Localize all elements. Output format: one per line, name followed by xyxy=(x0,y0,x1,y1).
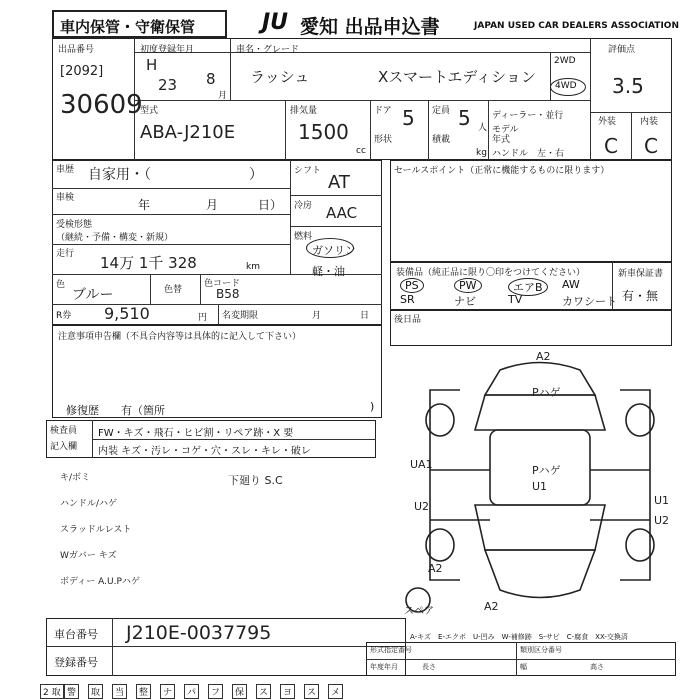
model-label: 車名・グレード xyxy=(236,45,300,55)
diagram-right-side xyxy=(620,390,650,580)
drive-4wd: 4WD xyxy=(555,81,577,91)
color-code-value: B58 xyxy=(216,287,240,301)
storage-label: 車内保管・守衛保管 xyxy=(60,18,196,36)
chassis-value: J210E-0037795 xyxy=(126,622,272,644)
after-sale-label: 後日品 xyxy=(394,315,422,325)
mark-a2-bottom: A2 xyxy=(484,600,499,613)
equipment-item: AW xyxy=(562,278,580,291)
load-label: 積載 xyxy=(432,135,451,145)
length-label: 長さ xyxy=(422,663,436,671)
type-label: 型式 xyxy=(140,106,159,116)
inspection-year: 年 xyxy=(138,198,151,212)
storage-label-box xyxy=(52,10,227,38)
ju-logo: JU xyxy=(262,10,289,35)
dealer-label: ディーラー・並行 xyxy=(492,111,564,121)
after-sale-block xyxy=(390,310,672,346)
displacement-unit: cc xyxy=(356,146,366,156)
mark-ua1-left: UA1 xyxy=(410,458,433,471)
first-reg-month-unit: 月 xyxy=(218,91,228,101)
new-warranty-value: 有・無 xyxy=(622,289,659,303)
mark-u1-right: U1 xyxy=(654,494,670,507)
model-year-label-2: 年式 xyxy=(492,135,511,145)
fuel-light-oil: 軽・油 xyxy=(312,265,345,278)
lot-sub-number: [2092] xyxy=(60,64,104,79)
bottom-row-cell: ヨ xyxy=(280,684,295,699)
bottom-row-cell: 当 xyxy=(112,684,127,699)
shift-value: AT xyxy=(328,172,350,193)
mark-a2-top: A2 xyxy=(536,350,551,363)
plate-label: 登録番号 xyxy=(54,656,98,669)
form-title-en: JAPAN USED CAR DEALERS ASSOCIATION xyxy=(474,21,679,31)
model-grade: Xスマートエディション xyxy=(378,68,536,86)
damage-legend: A-キズ E-エクボ U-凹み W-補修跡 S-サビ C-腐食 XX-交換済 xyxy=(410,633,628,641)
equipment-item: PS xyxy=(400,278,424,293)
usage-label: 車歴 xyxy=(56,165,75,175)
shift-label: シフト xyxy=(294,166,322,176)
form-change-label: 形式指定番号 xyxy=(370,646,412,654)
handle-label: ハンドル 左・右 xyxy=(492,149,565,159)
first-reg-era: H xyxy=(146,56,158,74)
inspector-label-2: 記入欄 xyxy=(50,442,78,452)
first-reg-month: 8 xyxy=(206,70,216,88)
bottom-row-cell: ス xyxy=(304,684,319,699)
diagram-left-side xyxy=(430,390,460,580)
registration-limit-label: 名変期限 xyxy=(222,311,259,321)
equipment-item: カワシート xyxy=(562,295,617,308)
doors-label: ドア xyxy=(374,106,392,116)
interior-label: 内装 xyxy=(640,117,659,127)
diagram-rear xyxy=(475,505,605,550)
pending-options: （継続・予備・構変・新規） xyxy=(56,233,174,243)
load-unit: kg xyxy=(476,148,487,158)
exterior-label: 外装 xyxy=(598,117,617,127)
color-code-label: 色コード xyxy=(204,279,241,289)
new-warranty-label: 新車保証書 xyxy=(618,269,664,279)
bottom-row-cell: 保 xyxy=(232,684,247,699)
color-label: 色 xyxy=(56,280,66,290)
mileage-unit: km xyxy=(246,262,260,272)
mark-u2-right: U2 xyxy=(654,514,670,527)
notes-label: 注意事項申告欄（不具合内容等は具体的に記入して下さい） xyxy=(58,332,302,342)
bottom-row-cell: 整 xyxy=(136,684,151,699)
model-name: ラッシュ xyxy=(250,68,310,86)
equipment-label: 装備品（純正品に限り〇印をつけてください） xyxy=(396,268,586,278)
bottom-checklist-row xyxy=(40,682,370,700)
handwritten-note: ボディー A.U.Pハゲ xyxy=(60,577,140,587)
bottom-row-cell: メ xyxy=(328,684,343,699)
aircon-label: 冷房 xyxy=(294,201,313,211)
registration-limit-day: 日 xyxy=(360,311,370,321)
lot-number: 30609 xyxy=(60,90,143,120)
mark-u1-roof: U1 xyxy=(532,480,548,493)
year-check-label: 年度年月 xyxy=(370,663,398,671)
shape-label: 形状 xyxy=(374,135,393,145)
lot-label: 出品番号 xyxy=(58,45,95,55)
bottom-row-cell: フ xyxy=(208,684,223,699)
mark-pa-roof: Pハゲ xyxy=(532,464,561,477)
bottom-row-cell: 取 xyxy=(88,684,103,699)
equipment-item: TV xyxy=(508,293,523,306)
score-label: 評価点 xyxy=(608,45,636,55)
capacity-unit: 人 xyxy=(478,123,488,133)
exterior-grade: C xyxy=(604,134,618,158)
inspection-month: 月 xyxy=(206,198,219,212)
mark-spare: スペア xyxy=(404,606,434,617)
recycle-label: R券 xyxy=(56,311,72,321)
first-reg-year: 23 xyxy=(158,76,178,94)
inspection-day: 日） xyxy=(258,198,283,212)
fuel-label: 燃料 xyxy=(294,232,313,242)
width-label: 幅 xyxy=(520,663,527,671)
color-change-label: 色替 xyxy=(164,285,183,295)
bottom-row-cell: 2 取 xyxy=(40,684,64,699)
capacity-label: 定員 xyxy=(432,106,451,116)
selling-points-label: セールスポイント（正常に機能するものに限ります） xyxy=(394,166,610,176)
handwritten-note: ハンドル/ハゲ xyxy=(60,499,118,509)
form-title: 愛知 出品申込書 xyxy=(300,16,440,38)
bottom-row-cell: 警 xyxy=(64,684,79,699)
equipment-item: ナビ xyxy=(454,295,476,308)
repair-history-close: ) xyxy=(370,400,375,413)
equipment-item: SR xyxy=(400,293,415,306)
score-value: 3.5 xyxy=(612,74,644,98)
bottom-row-cell: ス xyxy=(256,684,271,699)
displacement-value: 1500 xyxy=(298,120,349,144)
handwritten-notes xyxy=(60,470,220,590)
mark-u2-left: U2 xyxy=(414,500,430,513)
mileage-value: 14万 1千 328 xyxy=(100,254,197,272)
interior-grade: C xyxy=(644,134,658,158)
handwritten-note: Wガバー キズ xyxy=(60,551,117,561)
category-label: 類別区分番号 xyxy=(520,646,562,654)
inspector-fw-row: FW・キズ・飛石・ヒビ割・リペア跡・X 要 xyxy=(98,428,294,439)
bottom-row-cell: ナ xyxy=(160,684,175,699)
diagram-hood xyxy=(475,395,605,430)
capacity-value: 5 xyxy=(458,106,471,130)
mark-pa-hood: Pハゲ xyxy=(532,386,561,399)
recycle-unit: 円 xyxy=(198,313,208,323)
repair-history: 修復歴 有（箇所 xyxy=(66,404,165,417)
equipment-item: エアB xyxy=(508,278,548,296)
chassis-label: 車台番号 xyxy=(54,628,98,641)
displacement-label: 排気量 xyxy=(290,106,318,116)
mark-a2-bottom-left: A2 xyxy=(428,562,443,575)
first-reg-label: 初度登録年月 xyxy=(140,45,195,55)
inspector-label-1: 検査員 xyxy=(50,426,78,436)
fuel-gasoline: ガソリン xyxy=(312,244,356,257)
underbody-note: 下廻り S.C xyxy=(228,474,283,487)
bottom-row-cell: パ xyxy=(184,684,199,699)
usage-value: 自家用・（ ） xyxy=(88,167,263,183)
drive-2wd: 2WD xyxy=(554,56,576,66)
model-year-label: モデル xyxy=(492,125,519,135)
inspector-interior-row: 内装 キズ・汚レ・コゲ・穴・スレ・キレ・破レ xyxy=(98,446,311,457)
equipment-grid xyxy=(394,278,617,310)
mileage-label: 走行 xyxy=(56,249,75,259)
diagram-tail xyxy=(485,550,595,598)
equipment-item: PW xyxy=(454,278,482,293)
color-value: ブルー xyxy=(72,287,114,303)
aircon-value: AAC xyxy=(326,204,358,222)
type-value: ABA-J210E xyxy=(140,122,236,143)
handwritten-note: キ/ボミ xyxy=(60,473,91,483)
recycle-value: 9,510 xyxy=(104,304,150,323)
handwritten-note: スラッドルレスト xyxy=(60,525,132,535)
inspection-label: 車検 xyxy=(56,193,75,203)
height-label: 高さ xyxy=(590,663,604,671)
pending-label: 受検形態 xyxy=(56,220,93,230)
doors-value: 5 xyxy=(402,106,415,130)
registration-limit-month: 月 xyxy=(312,311,322,321)
